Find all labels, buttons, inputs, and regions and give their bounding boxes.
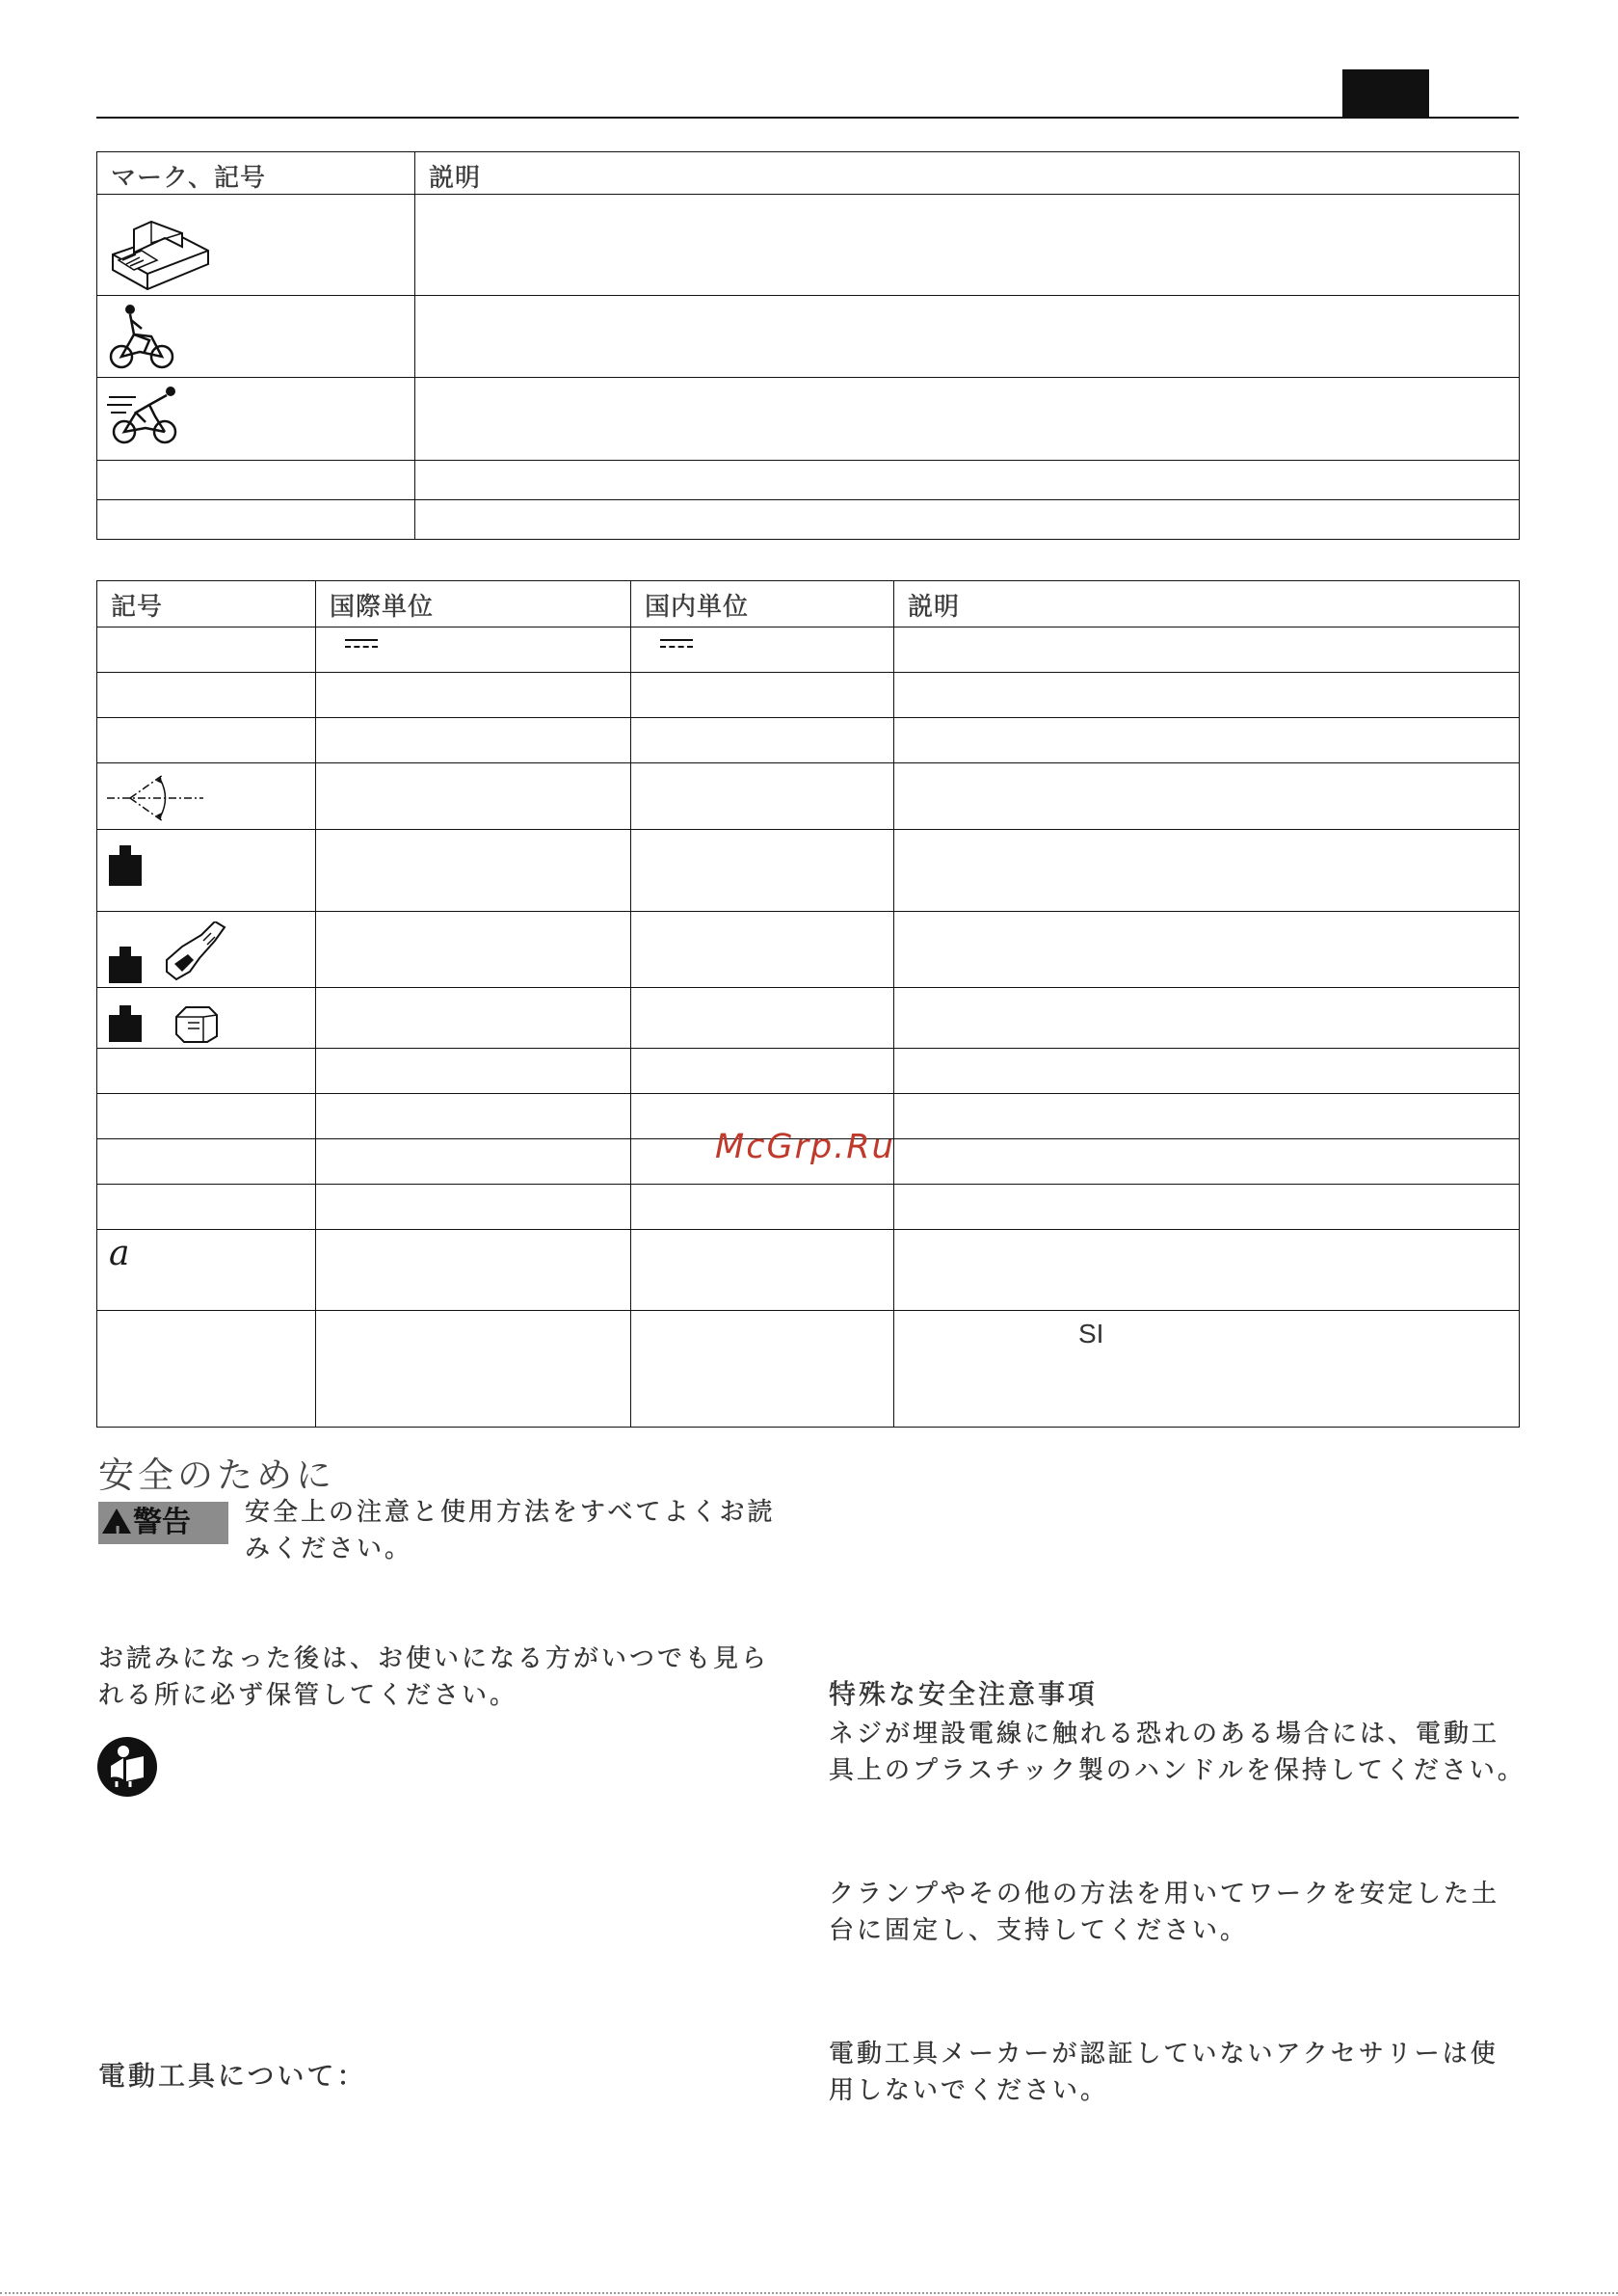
si-note: SI: [894, 1311, 1520, 1428]
weight-icon: [107, 845, 146, 888]
warning-label: 警告: [133, 1506, 191, 1539]
watermark: McGrp.Ru: [715, 1128, 895, 1166]
fast-bicycle-icon: [107, 384, 184, 451]
special-safety-1: ネジが埋設電線に触れる恐れのある場合には、電動工 具上のプラスチック製のハンドルを保持してください。: [829, 1720, 1525, 1785]
charger-icon: [107, 204, 213, 291]
safety-title: 安全のために: [98, 1455, 335, 1496]
slow-bicycle-icon: [109, 304, 176, 371]
special-safety-3: 電動工具メーカーが認証していないアクセサリーは使 用しないでください。: [829, 2040, 1499, 2105]
header-rule: [96, 117, 1519, 119]
warning-text: 安全上の注意と使用方法をすべてよくお読 みください。: [245, 1498, 776, 1563]
warning-triangle-icon: [102, 1508, 131, 1534]
units-header-desc: 説明: [894, 581, 1520, 627]
acceleration-symbol: a: [97, 1230, 316, 1311]
power-tools-heading: 電動工具について：: [98, 2060, 367, 2092]
dc-symbol-icon: [660, 639, 693, 653]
keep-manual-text: お読みになった後は、お使いになる方がいつでも見ら れる所に必ず保管してください。: [98, 1644, 770, 1710]
charger-cell: [97, 195, 415, 296]
marks-table: [96, 151, 1520, 540]
weight-with-tool-icon: [107, 921, 232, 983]
warning-badge: [98, 1502, 228, 1544]
units-table: [96, 580, 1520, 1428]
special-safety-heading: 特殊な安全注意事項: [829, 1678, 1099, 1710]
marks-header-mark: マーク、記号: [97, 152, 415, 195]
units-header-symbol: 記号: [97, 581, 316, 627]
oscillation-angle-icon: [107, 767, 203, 825]
page-tab: [1342, 69, 1429, 118]
units-header-intl: 国際単位: [316, 581, 631, 627]
weight-with-battery-icon: [107, 994, 232, 1044]
units-header-domestic: 国内単位: [631, 581, 894, 627]
dc-symbol-icon: [345, 639, 378, 653]
special-safety-2: クランプやその他の方法を用いてワークを安定した土 台に固定し、支持してください。: [829, 1880, 1500, 1945]
slow-speed-cell: [97, 296, 415, 378]
fast-speed-cell: [97, 378, 415, 461]
marks-header-desc: 説明: [415, 152, 1520, 195]
bottom-border: [0, 2292, 1618, 2294]
read-manual-icon: [97, 1737, 157, 1797]
